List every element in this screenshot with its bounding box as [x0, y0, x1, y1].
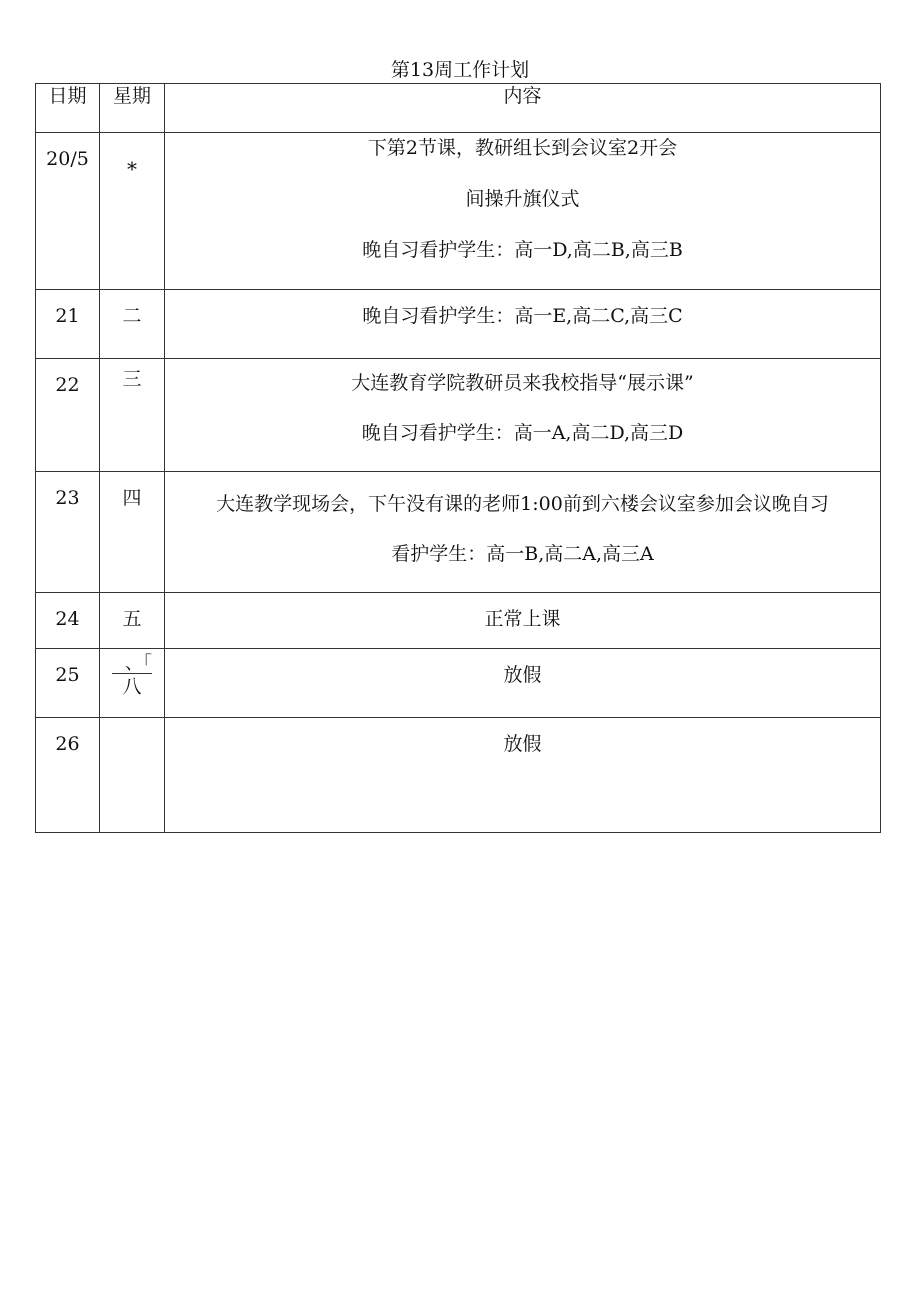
content-line: 下第2节课，教研组长到会议室2开会 — [367, 137, 678, 159]
header-content: 内容 — [165, 84, 881, 133]
table-row — [36, 593, 881, 649]
date-cell: 24 — [36, 593, 100, 649]
day-cell — [100, 133, 165, 290]
day-cell: 四 — [100, 472, 165, 593]
table-row — [36, 133, 881, 290]
day-cell: 五 — [100, 593, 165, 649]
day-cell — [100, 718, 165, 833]
page-title: 第13周工作计划 — [390, 59, 530, 81]
header-day: 星期 — [100, 84, 165, 133]
content-line: 晚自习看护学生：高一D,高二B,高三B — [362, 239, 683, 261]
table-row — [36, 472, 881, 593]
content-line: 看护学生：高一B,高二A,高三A — [391, 543, 654, 565]
content-line: 间操升旗仪式 — [465, 188, 580, 210]
content-line: 正常上课 — [484, 608, 561, 630]
day-cell: 三 — [100, 359, 165, 472]
table-row — [36, 718, 881, 833]
date-cell: 23 — [36, 472, 100, 593]
date-cell: 21 — [36, 290, 100, 359]
content-cell — [165, 290, 881, 359]
day-glyph-bottom: 八 — [122, 676, 142, 698]
table-row — [36, 290, 881, 359]
content-line: 晚自习看护学生：高一E,高二C,高三C — [362, 305, 683, 327]
day-cell — [100, 649, 165, 718]
content-cell — [165, 593, 881, 649]
content-cell — [165, 359, 881, 472]
date-cell: 20/5 — [36, 133, 100, 290]
table-header-row — [36, 84, 881, 133]
content-cell — [165, 649, 881, 718]
content-line: 大连教学现场会，下午没有课的老师1:00前到六楼会议室参加会议晚自习 — [216, 493, 829, 515]
content-cell — [165, 718, 881, 833]
content-line: 晚自习看护学生：高一A,高二D,高三D — [361, 422, 684, 444]
table-row — [36, 359, 881, 472]
content-cell — [165, 133, 881, 290]
content-cell — [165, 472, 881, 593]
weekly-plan-table — [35, 83, 881, 833]
content-line: 放假 — [503, 733, 542, 755]
day-value: * — [127, 157, 137, 181]
header-date: 日期 — [36, 84, 100, 133]
table-row — [36, 649, 881, 718]
content-line: 大连教育学院教研员来我校指导“展示课” — [351, 372, 694, 394]
date-cell: 22 — [36, 359, 100, 472]
day-glyph-top: 、「 — [112, 655, 152, 674]
day-cell: 二 — [100, 290, 165, 359]
date-cell: 26 — [36, 718, 100, 833]
date-cell: 25 — [36, 649, 100, 718]
content-line: 放假 — [503, 664, 542, 686]
